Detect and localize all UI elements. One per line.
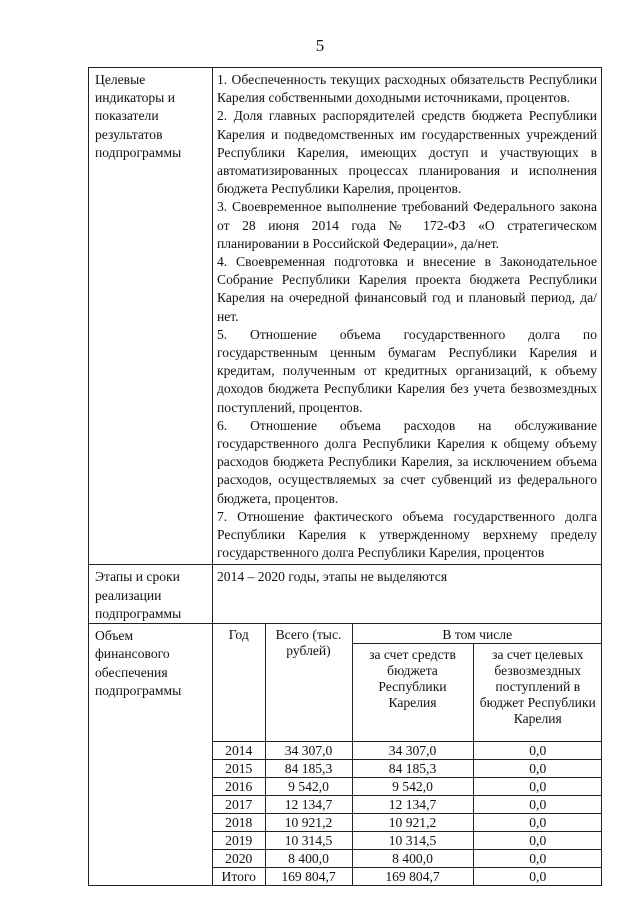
regional-cell: 169 804,7 — [352, 868, 473, 886]
year-cell: 2016 — [213, 778, 265, 796]
financing-table-row — [213, 868, 602, 886]
financing-table-row — [213, 796, 602, 814]
financing-table-row — [213, 742, 602, 760]
year-cell: Итого — [213, 868, 265, 886]
indicator-item: 2. Доля главных распорядителей средств бюджета Республики Карелия и подведомственных им государственных учреждений Республики Карелия, имеющих доступ и участвующих в автоматизированных процессах планирования и исполнения бюджета Республики Карелия, процентов. — [217, 108, 597, 197]
year-cell: 2019 — [213, 832, 265, 850]
stages-row — [89, 565, 602, 624]
transfers-cell: 0,0 — [473, 778, 602, 796]
transfers-cell: 0,0 — [473, 742, 602, 760]
year-header: Год — [213, 624, 265, 742]
including-header: В том числе — [352, 624, 602, 644]
transfers-cell: 0,0 — [473, 760, 602, 778]
financing-table-row — [213, 850, 602, 868]
total-cell: 9 542,0 — [265, 778, 352, 796]
regional-cell: 8 400,0 — [352, 850, 473, 868]
stages-label: Этапы и сроки реализации подпрограммы — [89, 565, 213, 624]
total-cell: 34 307,0 — [265, 742, 352, 760]
financing-table — [213, 624, 602, 885]
indicators-label: Целевые индикаторы и показатели результатов подпрограммы — [89, 68, 213, 565]
financing-table-row — [213, 832, 602, 850]
transfers-cell: 0,0 — [473, 850, 602, 868]
subprogram-passport-table — [88, 67, 602, 886]
regional-cell: 84 185,3 — [352, 760, 473, 778]
financing-label: Объем финансового обеспечения подпрограммы — [89, 624, 213, 886]
indicator-item: 6. Отношение объема расходов на обслуживание государственного долга Республики Карелия к общему объему расходов бюджета Республики Карелия, за исключением объема расходов, осуществляемых за счет субвенций из федерального бюджета, процентов. — [217, 417, 597, 506]
regional-budget-header: за счет средств бюджета Республики Карелия — [352, 644, 473, 742]
indicators-row — [89, 68, 602, 565]
indicators-content — [213, 68, 602, 565]
regional-cell: 9 542,0 — [352, 778, 473, 796]
regional-cell: 12 134,7 — [352, 796, 473, 814]
year-cell: 2018 — [213, 814, 265, 832]
stages-value: 2014 – 2020 годы, этапы не выделяются — [213, 565, 602, 624]
total-cell: 12 134,7 — [265, 796, 352, 814]
page-number: 5 — [315, 36, 325, 55]
regional-cell: 34 307,0 — [352, 742, 473, 760]
transfers-cell: 0,0 — [473, 796, 602, 814]
indicator-item: 7. Отношение фактического объема государственного долга Республики Карелия к утвержденному верхнему пределу государственного долга Республики Карелия, процентов — [217, 508, 597, 561]
transfers-cell: 0,0 — [473, 814, 602, 832]
total-cell: 10 921,2 — [265, 814, 352, 832]
total-cell: 84 185,3 — [265, 760, 352, 778]
total-cell: 169 804,7 — [265, 868, 352, 886]
transfers-cell: 0,0 — [473, 868, 602, 886]
total-cell: 8 400,0 — [265, 850, 352, 868]
financing-table-body — [213, 624, 602, 885]
total-cell: 10 314,5 — [265, 832, 352, 850]
financing-table-row — [213, 778, 602, 796]
targeted-transfers-header: за счет целевых безвозмездных поступлений в бюджет Республики Карелия — [473, 644, 602, 742]
indicator-item: 5. Отношение объема государственного долга по государственным ценным бумагам Республики Карелия и кредитам, полученным от кредитных организаций, к объему доходов бюджета Республики Карелия без учета безвозмездных поступлений, процентов. — [217, 326, 597, 415]
total-header: Всего (тыс. рублей) — [265, 624, 352, 742]
year-cell: 2020 — [213, 850, 265, 868]
year-cell: 2014 — [213, 742, 265, 760]
year-cell: 2015 — [213, 760, 265, 778]
transfers-cell: 0,0 — [473, 832, 602, 850]
regional-cell: 10 921,2 — [352, 814, 473, 832]
financing-row — [89, 624, 602, 886]
indicator-item: 1. Обеспеченность текущих расходных обязательств Республики Карелия собственными доходными источниками, процентов. — [217, 72, 597, 106]
year-cell: 2017 — [213, 796, 265, 814]
indicator-item: 4. Своевременная подготовка и внесение в Законодательное Собрание Республики Карелия проекта бюджета Республики Карелия на очередной финансовый год и плановый период, да/нет. — [217, 254, 597, 324]
indicator-item: 3. Своевременное выполнение требований Федерального закона от 28 июня 2014 года № 172-ФЗ «О стратегическом планировании в Российской Федерации», да/нет. — [217, 199, 597, 251]
financing-table-row — [213, 760, 602, 778]
regional-cell: 10 314,5 — [352, 832, 473, 850]
financing-table-row — [213, 814, 602, 832]
